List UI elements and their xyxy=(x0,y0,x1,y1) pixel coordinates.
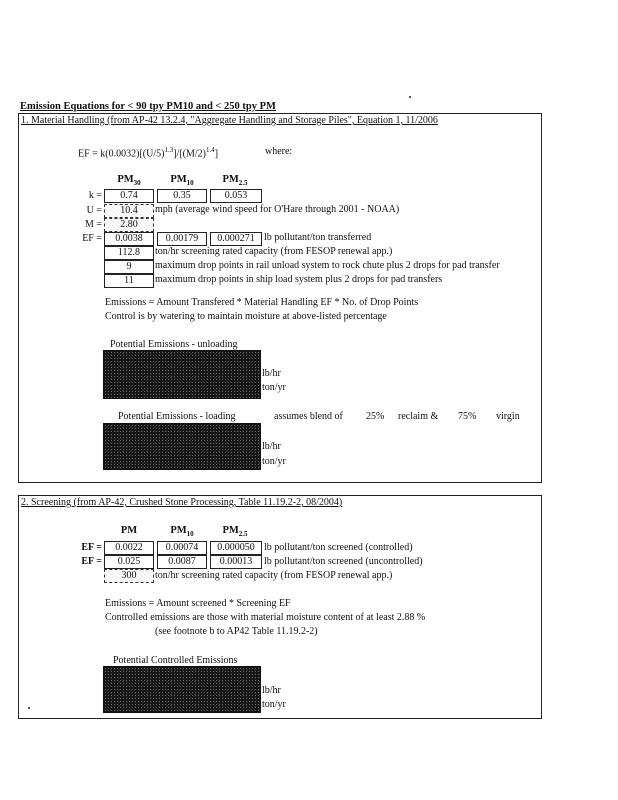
scan-speck xyxy=(409,96,411,98)
unloading-unit-lbhr: lb/hr xyxy=(262,368,281,379)
label-k: k = xyxy=(88,190,102,201)
ef-uncontrolled-pm25: 0.00013 xyxy=(210,555,262,569)
label-m: M = xyxy=(84,219,102,230)
blend-pct-reclaim: 25% xyxy=(366,411,385,422)
ef-pm25: 0.000271 xyxy=(210,232,262,246)
section2-title: 2. Screening (from AP-42, Crushed Stone Processing, Table 11.19.2-2, 08/2004) xyxy=(21,497,343,508)
ef-unit: lb pollutant/ton transferred xyxy=(264,232,372,243)
col-header-pm10: $PM_{10}$ xyxy=(170,174,194,188)
equation-exponent: 1.3 xyxy=(164,146,174,154)
col-header-pm30: $PM_{30}$ xyxy=(117,174,141,188)
loading-label: Potential Emissions - loading xyxy=(118,411,236,422)
m-value: 2.80 xyxy=(104,218,154,232)
unloading-emissions-redacted xyxy=(103,350,261,399)
k-pm10: 0.35 xyxy=(157,189,207,203)
u-note: mph (average wind speed for O'Hare through 2001 - NOAA) xyxy=(155,204,400,215)
ef-pm30: 0.0038 xyxy=(104,232,154,246)
k-pm25: 0.053 xyxy=(210,189,262,203)
drops-ship-value: 11 xyxy=(104,274,154,288)
capacity-value: 112.8 xyxy=(104,246,154,260)
equation-part: EF = k(0.0032)[(U/5) xyxy=(78,148,165,160)
label-ef-uncontrolled: EF = xyxy=(81,556,102,567)
loading-emissions-redacted xyxy=(103,423,261,470)
drops-ship-note: maximum drop points in ship load system plus 2 drops for pad transfers xyxy=(155,274,443,285)
potential-controlled-label: Potential Controlled Emissions xyxy=(113,655,238,666)
col-header-pm25: $PM_{2.5}$ xyxy=(222,525,248,539)
col-header-pm10: $PM_{10}$ xyxy=(170,525,194,539)
controlled-note: Controlled emissions are those with material moisture content of at least 2.88 % xyxy=(105,612,426,623)
drops-rail-note: maximum drop points in rail unload system to rock chute plus 2 drops for pad transfer xyxy=(155,260,500,271)
where-label: where: xyxy=(265,146,293,157)
page-title: Emission Equations for < 90 tpy PM10 and < 250 tpy PM xyxy=(20,101,276,112)
blend-virgin-label: virgin xyxy=(496,411,520,422)
ef-equation xyxy=(78,146,218,159)
label-u: U = xyxy=(86,205,102,216)
blend-pct-virgin: 75% xyxy=(458,411,477,422)
screening-unit-tonyr: ton/yr xyxy=(262,699,286,710)
ef-controlled-pm25: 0.000050 xyxy=(210,541,262,555)
drops-rail-value: 9 xyxy=(104,260,154,274)
screen-capacity-value: 300 xyxy=(104,569,154,583)
ef-uncontrolled-pm10: 0.0087 xyxy=(157,555,207,569)
loading-unit-tonyr: ton/yr xyxy=(262,456,286,467)
blend-text: assumes blend of xyxy=(274,411,343,422)
loading-unit-lbhr: lb/hr xyxy=(262,441,281,452)
ef-uncontrolled-pm: 0.025 xyxy=(104,555,154,569)
ef-controlled-pm: 0.0022 xyxy=(104,541,154,555)
equation-part: ]/[(M/2) xyxy=(173,148,206,160)
footnote-note: (see footnote b to AP42 Table 11.19.2-2) xyxy=(155,626,318,637)
ef-controlled-pm10: 0.00074 xyxy=(157,541,207,555)
col-header-pm: PM xyxy=(120,525,138,536)
equation-exponent: 1.4 xyxy=(206,146,215,154)
emissions-formula: Emissions = Amount Transfered * Material Handling EF * No. of Drop Points xyxy=(105,297,419,308)
section1-title: 1. Material Handling (from AP-42 13.2.4, "Aggregate Handling and Storage Piles", Equation 1, 11/2006 xyxy=(21,115,438,126)
equation-part: ] xyxy=(214,148,219,160)
screening-emissions-redacted xyxy=(103,666,261,713)
ef-controlled-note: lb pollutant/ton screened (controlled) xyxy=(264,542,413,553)
label-ef: EF = xyxy=(82,233,102,244)
u-value: 10.4 xyxy=(104,204,154,218)
ef-uncontrolled-note: lb pollutant/ton screened (uncontrolled) xyxy=(264,556,423,567)
screen-capacity-note: ton/hr screening rated capacity (from FESOP renewal app.) xyxy=(155,570,393,581)
label-ef-controlled: EF = xyxy=(81,542,102,553)
blend-reclaim-label: reclaim & xyxy=(398,411,439,422)
screening-formula: Emissions = Amount screened * Screening EF xyxy=(105,598,291,609)
ef-pm10: 0.00179 xyxy=(157,232,207,246)
capacity-note: ton/hr screening rated capacity (from FESOP renewal app.) xyxy=(155,246,393,257)
scan-speck xyxy=(28,707,30,709)
control-note: Control is by watering to maintain moisture at above-listed percentage xyxy=(105,311,387,322)
col-header-pm25: $PM_{2.5}$ xyxy=(222,174,248,188)
k-pm30: 0.74 xyxy=(104,189,154,203)
screening-unit-lbhr: lb/hr xyxy=(262,685,281,696)
unloading-unit-tonyr: ton/yr xyxy=(262,382,286,393)
unloading-label: Potential Emissions - unloading xyxy=(110,339,238,350)
